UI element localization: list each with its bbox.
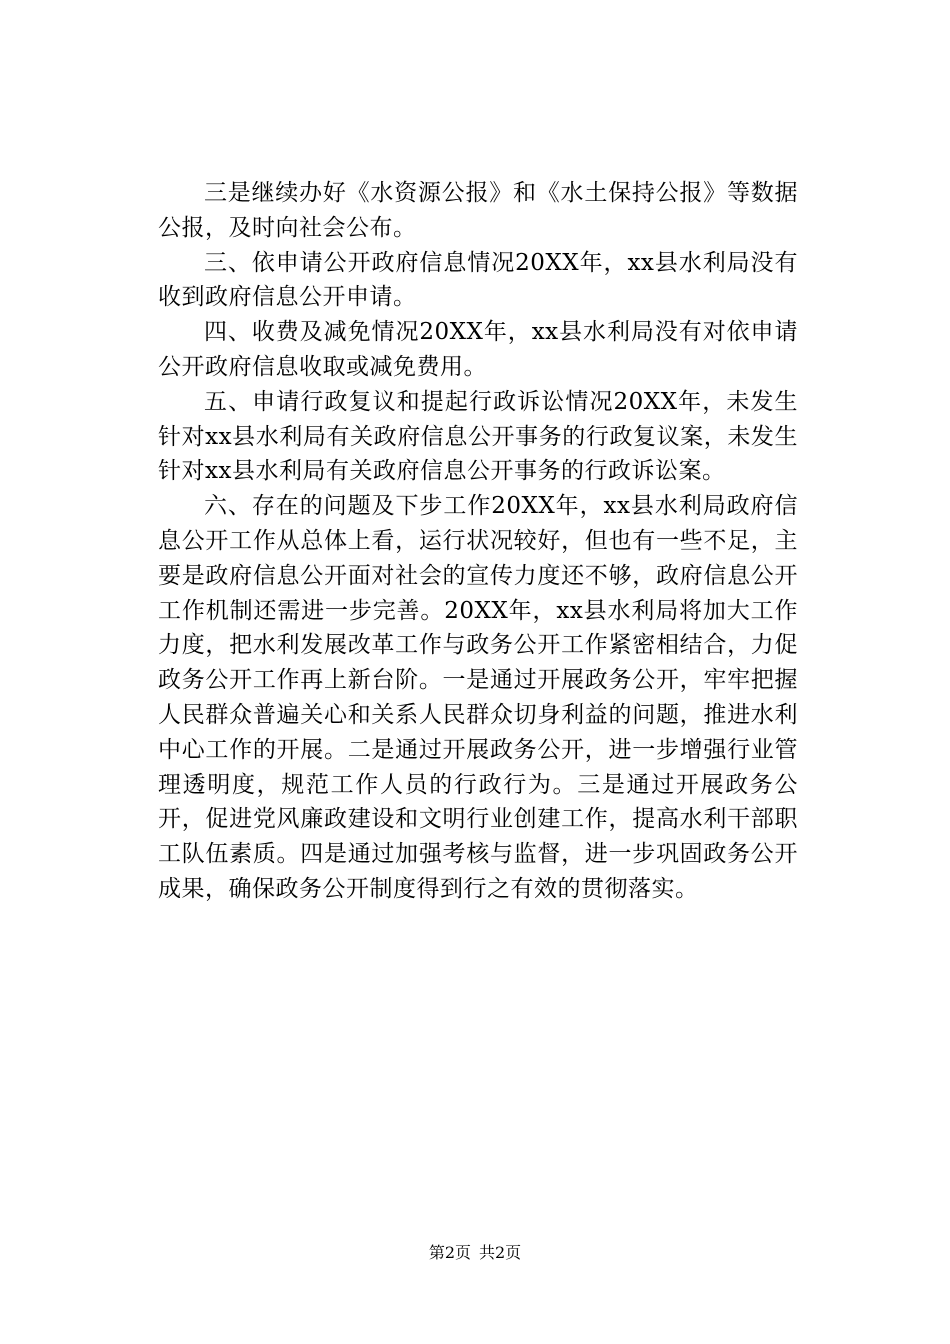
paragraph-problems-next-steps: 六、存在的问题及下步工作20XX年，xx县水利局政府信息公开工作从总体上看，运行状况较好，但也有一些不足，主要是政府信息公开面对社会的宣传力度还不够，政府信息公开工作机制还需进一步完善。20XX年，xx县水利局将加大工作力度，把水利发展改革工作与政务公开工作紧密相结合，力促政务公开工作再上新台阶。一是通过开展政务公开，牢牢把握人民群众普遍关心和关系人民群众切身利益的问题，推进水利中心工作的开展。二是通过开展政务公开，进一步增强行业管理透明度，规范工作人员的行政行为。三是通过开展政务公开，促进党风廉政建设和文明行业创建工作，提高水利干部职工队伍素质。四是通过加强考核与监督，进一步巩固政务公开成果，确保政务公开制度得到行之有效的贯彻落实。 [158, 493, 798, 902]
paragraph-review-litigation: 五、申请行政复议和提起行政诉讼情况20XX年，未发生针对xx县水利局有关政府信息公开事务的行政复议案，未发生针对xx县水利局有关政府信息公开事务的行政诉讼案。 [158, 388, 798, 485]
document-body [158, 176, 798, 907]
paragraph-bulletin: 三是继续办好《水资源公报》和《水土保持公报》等数据公报，及时向社会公布。 [158, 180, 798, 241]
page-total: 共2页 [479, 1243, 522, 1262]
paragraph-request-disclosure: 三、依申请公开政府信息情况20XX年，xx县水利局没有收到政府信息公开申请。 [158, 249, 798, 311]
paragraph-fees: 四、收费及减免情况20XX年，xx县水利局没有对依申请公开政府信息收取或减免费用。 [158, 319, 798, 380]
page-number: 第2页 [428, 1243, 471, 1262]
page-footer [0, 1241, 950, 1265]
